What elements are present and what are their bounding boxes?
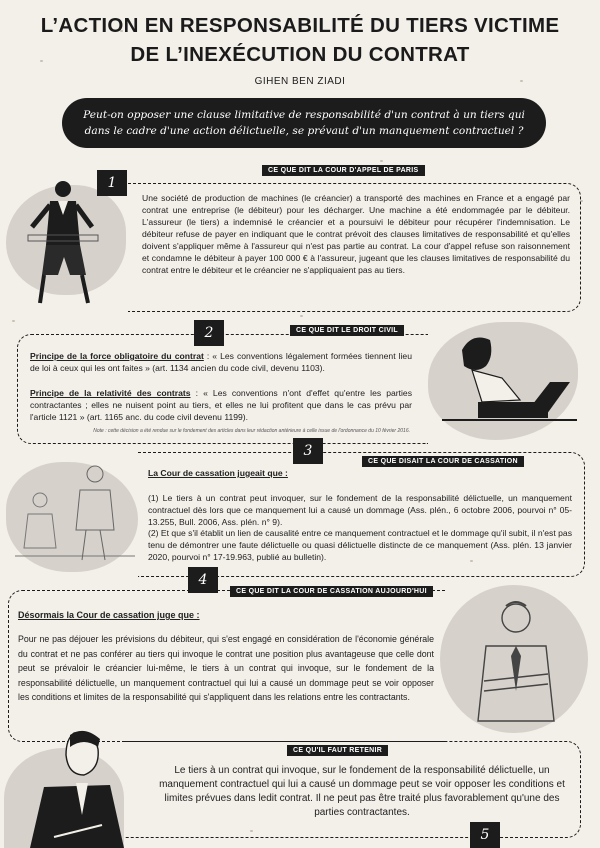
section1-number: 1 — [97, 170, 127, 196]
man-writing-illustration — [14, 725, 134, 848]
section1-text: Une société de production de machines (le créancier) a transporté des machines en France et a engagé par contrat une entreprise (le débiteur) pour les décharger. Une machine a été endommagée par le débiteur. L'assureur (le tiers) a indemnisé le créancier et a poursuivi le débiteur pour récupérer l'indemnisation. Le débiteur refuse de payer en indiquant que le contrat prévoit des clauses limitatives de responsabilité et qu'elles doivent s'appliquer même à l'assureur qui n'est pas partie au contrat. La cour d'appel refuse son raisonnement et condamne le débiteur à payer 100 000 € à l'assureur, jugeant que les clauses limitatives de responsabilité du contrat entre le débiteur et le créancier ne s'appliquaient pas au tiers. — [142, 193, 570, 275]
section2-note: Note : cette décision a été rendue sur le fondement des articles dans leur rédaction antérieure à celle issue de l'ordonnance du 10 février 2016. — [93, 428, 410, 434]
section2-principle1 — [30, 350, 412, 374]
section2-principle2-title: Principe de la relativité des contrats — [30, 388, 191, 398]
section1-label: CE QUE DIT LA COUR D'APPEL DE PARIS — [262, 165, 425, 176]
page-title-line2: DE L’INEXÉCUTION DU CONTRAT — [130, 43, 470, 66]
section5-label: CE QU'IL FAUT RETENIR — [287, 745, 388, 756]
section5-number: 5 — [470, 822, 500, 848]
section5-text: Le tiers à un contrat qui invoque, sur le fondement de la responsabilité délictuelle, un manquement contractuel qui lui a causé un dommage peut se voir opposer les conditions et limites prévues dans ledit contrat. Il ne peut pas être traité plus favorablement qu'une des parties contractantes. — [159, 765, 565, 818]
section2-principle2 — [30, 387, 412, 423]
section2-principle2-text: : « Les conventions n'ont d'effet qu'entre les parties contractantes ; elles ne nuisent point au tiers, et elles ne lui profitent que dans le cas prévu par l'article 1121 » (art. 1165 anc. du code civil devenu 1199). — [30, 388, 413, 422]
page-title-line1: L’ACTION EN RESPONSABILITÉ DU TIERS VICTIME — [40, 14, 560, 37]
section4-heading: Désormais la Cour de cassation juge que : — [18, 610, 200, 620]
section2-principle1-text: : « Les conventions légalement formées tiennent lieu de loi à ceux qui les ont faites » (art. 1134 ancien du code civil, devenu 1103). — [30, 351, 412, 373]
section2-principle1-title: Principe de la force obligatoire du contrat — [30, 351, 204, 361]
section2-number: 2 — [194, 320, 224, 346]
author-name: GIHEN BEN ZIADI — [254, 76, 346, 87]
section4-number: 4 — [188, 567, 218, 593]
section3-item2: (2) Et que s'il établit un lien de causalité entre ce manquement contractuel et le dommage qu'il subit, il n'est pas tenu de démontrer une faute délictuelle ou quasi délictuelle distincte de ce manquement (Ass. plén. 13 janvier 2020, pourvoi n° 17-19.963, publié au bulletin). — [148, 528, 572, 562]
woman-laptop-illustration — [432, 330, 582, 430]
meeting-sketch-illustration — [10, 460, 140, 570]
section3-item1: (1) Le tiers à un contrat peut invoquer, sur le fondement de la responsabilité délictuelle, un manquement contractuel dès lors que ce manquement lui a causé un dommage (Ass. plén., 6 octobre 2006, pourvoi n° 05-13.255, Bull. 2006, Ass. plén. n° 9). — [148, 493, 572, 527]
question-banner: Peut-on opposer une clause limitative de responsabilité d'un contrat à un tiers qui dans le cadre d'une action délictuelle, se prévaut d'un manquement contractuel ? — [62, 98, 546, 148]
section3-number: 3 — [293, 438, 323, 464]
section2-label: CE QUE DIT LE DROIT CIVIL — [290, 325, 404, 336]
section4-text: Pour ne pas déjouer les prévisions du débiteur, qui s'est engagé en considération de l'économie générale du contrat et ne pas conférer au tiers qui invoque le contrat une position plus avantageuse que celle dont peut se prévaloir le créancier lui-même, le tiers à un contrat qui invoque, sur le fondement de la responsabilité délictuelle, un manquement contractuel qui lui a causé un dommage peut se voir opposer les conditions et limites de la responsabilité qui s'appliquent dans les relations entre les contractants. — [18, 634, 434, 702]
section4-label: CE QUE DIT LA COUR DE CASSATION AUJOURD'HUI — [230, 586, 433, 597]
businessman-arms-crossed-illustration — [466, 596, 566, 726]
section3-heading: La Cour de cassation jugeait que : — [148, 468, 288, 478]
section3-label: CE QUE DISAIT LA COUR DE CASSATION — [362, 456, 524, 467]
woman-seated-illustration — [18, 175, 108, 310]
